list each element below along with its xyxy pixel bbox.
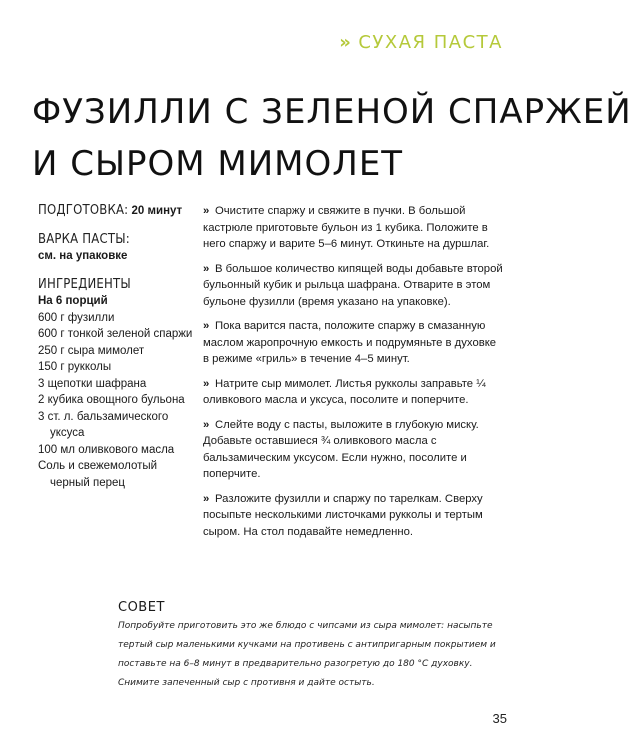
- recipe-title: [32, 86, 632, 190]
- prep-label: ПОДГОТОВКА:: [38, 203, 129, 218]
- step-text: В большое количество кипящей воды добавьте второй бульонный кубик и рыльца шафрана. Отварите в этом бульоне фузилли (время указано на упаковке).: [203, 262, 503, 308]
- cook-label: ВАРКА ПАСТЫ:: [38, 231, 130, 247]
- ingredient-item: 250 г сыра мимолет: [38, 344, 145, 357]
- step-text: Пока варится паста, положите спаржу в смазанную маслом жаропрочную емкость и подрумяньте в духовке в режиме «гриль» в течение 4–5 минут.: [203, 320, 497, 365]
- ingredients: [38, 277, 198, 492]
- tip-text: Попробуйте приготовить это же блюдо с чипсами из сыра мимолет: насыпьте тертый сыр маленькими кучками на противень с антипригарным покрытием и поставьте на 6–8 минут в предварительно разогретую до 180 °С духовку. Снимите запеченный сыр с противня и дайте остыть.: [118, 621, 496, 688]
- step-item: [199, 261, 505, 311]
- steps-column: [199, 203, 505, 548]
- chevron-icon: »: [203, 492, 210, 505]
- step-text: Очистите спаржу и свяжите в пучки. В большой кастрюле приготовьте бульон из 1 кубика. Положите в него спаржу и варите 5–6 минут. Откиньте на дуршлаг.: [203, 205, 490, 250]
- page-number: 35: [492, 711, 507, 726]
- section-tag: [339, 32, 503, 53]
- step-text: Натрите сыр мимолет. Листья рукколы заправьте ¼ оливкового масла и уксуса, посолите и поперчите.: [203, 377, 486, 406]
- prep-time: [38, 203, 198, 220]
- step-text: Разложите фузилли и спаржу по тарелкам. Сверху посыпьте несколькими листочками рукколы и тертым сыром. На стол подавайте немедленно.: [203, 492, 483, 538]
- section-label: СУХАЯ ПАСТА: [358, 32, 503, 53]
- chevron-icon: »: [203, 262, 210, 275]
- prep-value: 20 минут: [131, 205, 183, 217]
- recipe-title-line-2: И СЫРОМ МИМОЛЕТ: [32, 144, 404, 184]
- recipe-title-line-1: ФУЗИЛЛИ С ЗЕЛЕНОЙ СПАРЖЕЙ: [32, 92, 632, 132]
- servings: На 6 порций: [38, 295, 108, 307]
- chevron-icon: »: [203, 377, 210, 390]
- tip-box: [118, 600, 498, 693]
- step-item: [199, 318, 505, 368]
- cook-time: [38, 232, 198, 265]
- ingredient-item: 600 г тонкой зеленой спаржи: [38, 328, 193, 340]
- ingredient-item: 100 мл оливкового масла: [38, 443, 175, 456]
- ingredient-item: Соль и свежемолотый черный перец: [38, 460, 158, 489]
- ingredient-item: 2 кубика овощного бульона: [38, 394, 185, 406]
- ingredient-item: 150 г рукколы: [38, 361, 112, 373]
- step-item: [199, 491, 505, 541]
- tip-label: СОВЕТ: [118, 600, 165, 615]
- ingredient-item: 3 ст. л. бальзамического уксуса: [38, 410, 169, 439]
- chevron-icon: »: [203, 205, 210, 217]
- ingredient-list: [38, 310, 198, 492]
- step-item: [199, 376, 505, 409]
- chevron-icon: »: [203, 320, 210, 332]
- chevron-icon: »: [203, 418, 210, 431]
- step-item: [199, 417, 505, 483]
- step-item: [199, 203, 505, 253]
- ingredients-label: ИНГРЕДИЕНТЫ: [38, 276, 131, 292]
- ingredient-item: 3 щепотки шафрана: [38, 377, 147, 390]
- chevron-icon: »: [339, 32, 353, 53]
- recipe-info-column: [38, 203, 198, 503]
- ingredient-item: 600 г фузилли: [38, 311, 115, 324]
- step-text: Слейте воду с пасты, выложите в глубокую миску. Добавьте оставшиеся ¾ оливкового масла с бальзамическим уксусом. Если нужно, посолите и поперчите.: [203, 418, 479, 480]
- cook-value: см. на упаковке: [38, 250, 128, 262]
